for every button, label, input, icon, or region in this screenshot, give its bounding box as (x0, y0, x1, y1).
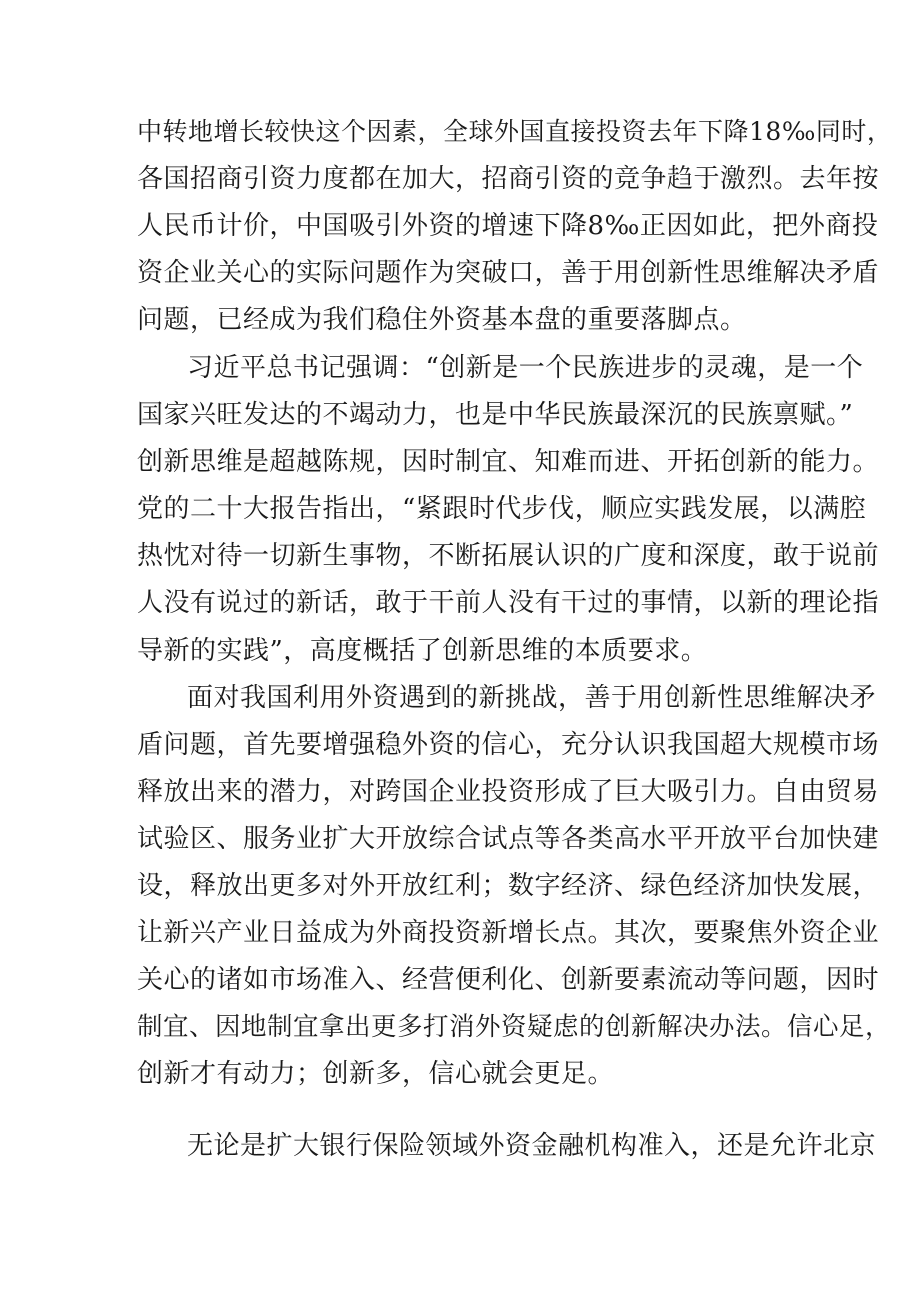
text-line-4: 资企业关心的实际问题作为突破口，善于用创新性思维解决矛盾 (137, 258, 880, 288)
text-line-9: 党的二十大报告指出，“紧跟时代步伐，顺应实践发展，以满腔 (137, 494, 867, 524)
text-line-5: 问题，已经成为我们稳住外资基本盘的重要落脚点。 (137, 305, 747, 335)
text-line-19: 关心的诸如市场准入、经营便利化、创新要素流动等问题，因时 (137, 965, 880, 995)
text-line-2: 各国招商引资力度都在加大，招商引资的竞争趋于激烈。去年按 (137, 164, 880, 194)
text-line-11: 人没有说过的新话，敢于干前人没有干过的事情，以新的理论指 (137, 588, 880, 618)
text-line-7: 国家兴旺发达的不竭动力，也是中华民族最深沉的民族禀赋。” (137, 400, 854, 430)
text-line-13: 面对我国利用外资遇到的新挑战，善于用创新性思维解决矛 (187, 683, 877, 713)
text-line-3: 人民币计价，中国吸引外资的增速下降8‰正因如此，把外商投 (137, 211, 879, 241)
text-line-10: 热忱对待一切新生事物，不断拓展认识的广度和深度，敢于说前 (137, 541, 880, 571)
text-line-6: 习近平总书记强调：“创新是一个民族进步的灵魂，是一个 (187, 353, 864, 383)
text-line-21: 创新才有动力；创新多，信心就会更足。 (137, 1059, 615, 1089)
text-line-15: 释放出来的潜力，对跨国企业投资形成了巨大吸引力。自由贸易 (137, 777, 880, 807)
text-line-16: 试验区、服务业扩大开放综合试点等各类高水平开放平台加快建 (137, 824, 880, 854)
text-line-14: 盾问题，首先要增强稳外资的信心，充分认识我国超大规模市场 (137, 730, 880, 760)
text-line-20: 制宜、因地制宜拿出更多打消外资疑虑的创新解决办法。信心足， (137, 1012, 892, 1042)
text-line-1: 中转地增长较快这个因素，全球外国直接投资去年下降18‰同时， (137, 117, 893, 146)
text-line-12: 导新的实践”，高度概括了创新思维的本质要求。 (137, 636, 708, 666)
text-line-8: 创新思维是超越陈规，因时制宜、知难而进、开拓创新的能力。 (137, 447, 880, 477)
text-line-18: 让新兴产业日益成为外商投资新增长点。其次，要聚焦外资企业 (137, 918, 880, 948)
text-line-22: 无论是扩大银行保险领域外资金融机构准入，还是允许北京 (187, 1131, 877, 1161)
text-line-17: 设，释放出更多对外开放红利；数字经济、绿色经济加快发展， (137, 871, 880, 901)
